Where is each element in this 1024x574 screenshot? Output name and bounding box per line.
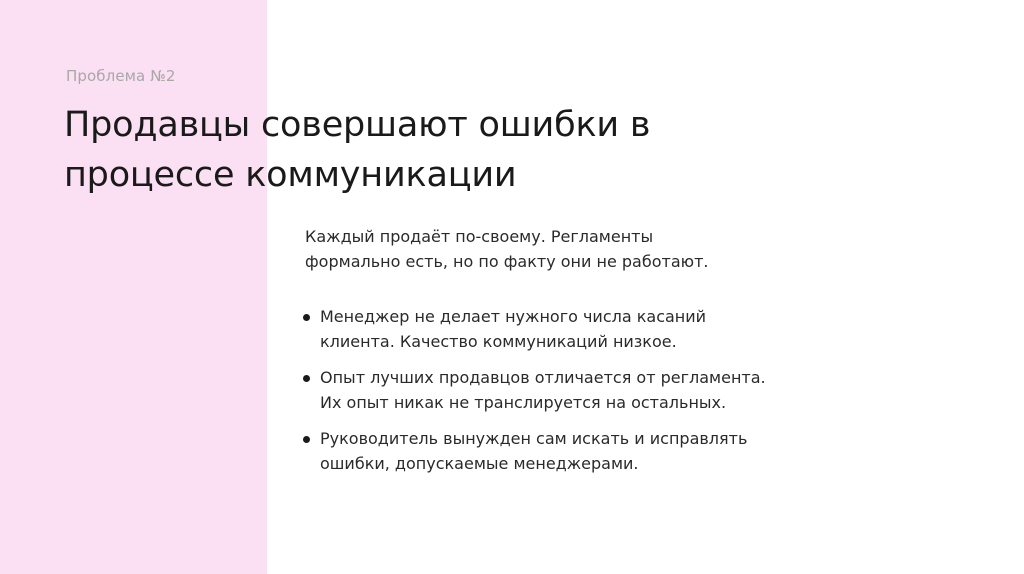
problem-bullet-list	[302, 304, 862, 487]
bullet-line: Опыт лучших продавцов отличается от регламента.	[320, 368, 766, 387]
bullet-text	[320, 365, 862, 415]
slide-title-line: Продавцы совершают ошибки в	[64, 105, 651, 145]
bullet-line: Руководитель вынужден сам искать и исправлять	[320, 429, 748, 448]
bullet-item	[302, 426, 862, 476]
slide-title-line: процессе коммуникации	[64, 155, 517, 195]
bullet-item	[302, 365, 862, 415]
accent-panel	[0, 0, 267, 574]
slide-title	[64, 100, 824, 200]
bullet-line: Их опыт никак не транслируется на остальных.	[320, 393, 727, 412]
bullet-dot-icon	[303, 375, 310, 382]
bullet-line: ошибки, допускаемые менеджерами.	[320, 454, 639, 473]
bullet-line: клиента. Качество коммуникаций низкое.	[320, 332, 677, 351]
bullet-text	[320, 304, 862, 354]
bullet-dot-icon	[303, 314, 310, 321]
intro-paragraph	[305, 224, 825, 274]
bullet-line: Менеджер не делает нужного числа касаний	[320, 307, 707, 326]
intro-line: формально есть, но по факту они не работают.	[305, 252, 709, 271]
bullet-item	[302, 304, 862, 354]
bullet-text	[320, 426, 862, 476]
problem-label: Проблема №2	[66, 67, 176, 85]
bullet-dot-icon	[303, 436, 310, 443]
intro-line: Каждый продаёт по-своему. Регламенты	[305, 227, 654, 246]
